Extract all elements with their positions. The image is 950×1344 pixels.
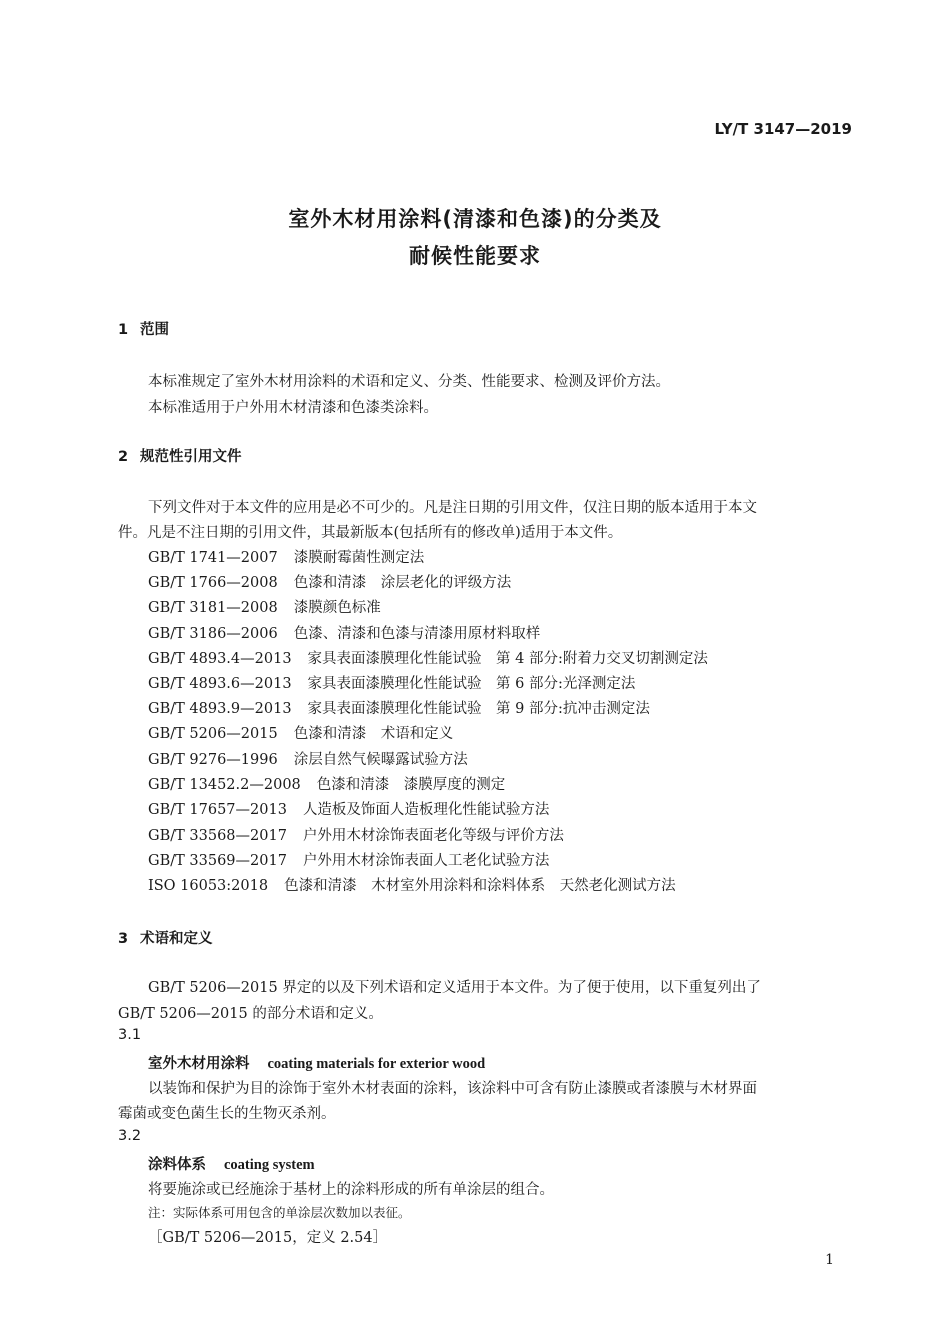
reference-code: GB/T 3181—2008 [148,600,278,616]
reference-item [148,672,635,693]
reference-code: GB/T 9276—1996 [148,752,278,768]
section-3-heading [118,927,213,948]
reference-code: GB/T 5206—2015 [148,726,278,742]
section-title: 术语和定义 [140,931,213,947]
reference-item [148,546,424,567]
term-definition: 将要施涂或已经施涂于基材上的涂料形成的所有单涂层的组合。 [148,1182,554,1198]
term-definition: 以装饰和保护为目的涂饰于室外木材表面的涂料，该涂料中可含有防止漆膜或者漆膜与木材界面 [148,1081,757,1097]
paragraph-continuation: GB/T 5206—2015 的部分术语和定义。 [118,1006,383,1022]
reference-name: 色漆和清漆 木材室外用涂料和涂料体系 天然老化测试方法 [284,878,676,894]
paragraph: 本标准适用于户外用木材清漆和色漆类涂料。 [148,400,438,416]
section-number: 2 [118,449,129,465]
term-zh: 涂料体系 [148,1156,206,1173]
reference-item [148,798,549,819]
reference-code: GB/T 33569—2017 [148,853,287,869]
section-2-heading [118,445,242,466]
reference-code: GB/T 4893.9—2013 [148,701,292,717]
reference-name: 色漆和清漆 涂层老化的评级方法 [293,575,512,591]
term-title [148,1153,315,1174]
section-title: 范围 [140,322,169,338]
term-en: coating system [224,1157,315,1173]
reference-name: 色漆和清漆 术语和定义 [293,726,454,742]
document-title-line-2: 耐候性能要求 [409,244,541,268]
reference-item [148,824,564,845]
reference-item [148,874,676,895]
reference-item [148,647,708,668]
term-number: 3.1 [118,1027,142,1043]
reference-name: 家具表面漆膜理化性能试验 第 9 部分:抗冲击测定法 [307,701,650,717]
paragraph: GB/T 5206—2015 界定的以及下列术语和定义适用于本文件。为了便于使用，以下重复列出了 [148,980,761,996]
term-note: 注：实际体系可用包含的单涂层次数加以表征。 [148,1205,411,1220]
reference-name: 户外用木材涂饰表面老化等级与评价方法 [302,828,564,844]
reference-code: GB/T 4893.6—2013 [148,676,292,692]
reference-name: 漆膜颜色标准 [293,600,381,616]
term-en: coating materials for exterior wood [267,1056,486,1072]
reference-item [148,748,468,769]
reference-item [148,773,505,794]
term-source: ［GB/T 5206—2015，定义 2.54］ [148,1230,388,1246]
reference-item [148,596,381,617]
reference-item [148,697,650,718]
reference-code: GB/T 33568—2017 [148,828,287,844]
standard-code: LY/T 3147—2019 [714,120,852,138]
paragraph: 本标准规定了室外木材用涂料的术语和定义、分类、性能要求、检测及评价方法。 [148,374,670,390]
reference-code: GB/T 13452.2—2008 [148,777,301,793]
reference-code: GB/T 1741—2007 [148,550,278,566]
section-1-heading [118,318,169,339]
reference-code: GB/T 4893.4—2013 [148,651,292,667]
section-title: 规范性引用文件 [140,449,242,465]
reference-name: 家具表面漆膜理化性能试验 第 4 部分:附着力交叉切割测定法 [307,651,708,667]
term-title [148,1052,485,1073]
reference-item [148,571,511,592]
reference-name: 家具表面漆膜理化性能试验 第 6 部分:光泽测定法 [307,676,636,692]
reference-code: GB/T 17657—2013 [148,802,287,818]
reference-name: 人造板及饰面人造板理化性能试验方法 [302,802,550,818]
reference-item [148,849,549,870]
reference-name: 色漆、清漆和色漆与清漆用原材料取样 [293,626,541,642]
section-number: 1 [118,322,129,338]
reference-code: GB/T 1766—2008 [148,575,278,591]
paragraph-continuation: 件。凡是不注日期的引用文件，其最新版本(包括所有的修改单)适用于本文件。 [118,525,623,541]
reference-code: ISO 16053:2018 [148,878,269,894]
term-zh: 室外木材用涂料 [148,1055,250,1072]
reference-item [148,622,540,643]
term-definition-continuation: 霉菌或变色菌生长的生物灭杀剂。 [118,1106,336,1122]
reference-name: 漆膜耐霉菌性测定法 [293,550,425,566]
reference-code: GB/T 3186—2006 [148,626,278,642]
reference-item [148,722,453,743]
reference-name: 色漆和清漆 漆膜厚度的测定 [316,777,506,793]
paragraph: 下列文件对于本文件的应用是必不可少的。凡是注日期的引用文件，仅注日期的版本适用于本文 [148,500,757,516]
reference-name: 户外用木材涂饰表面人工老化试验方法 [302,853,550,869]
page-number: 1 [825,1252,834,1268]
section-number: 3 [118,931,129,947]
reference-name: 涂层自然气候曝露试验方法 [293,752,468,768]
document-title-line-1: 室外木材用涂料(清漆和色漆)的分类及 [288,207,662,231]
term-number: 3.2 [118,1128,142,1144]
